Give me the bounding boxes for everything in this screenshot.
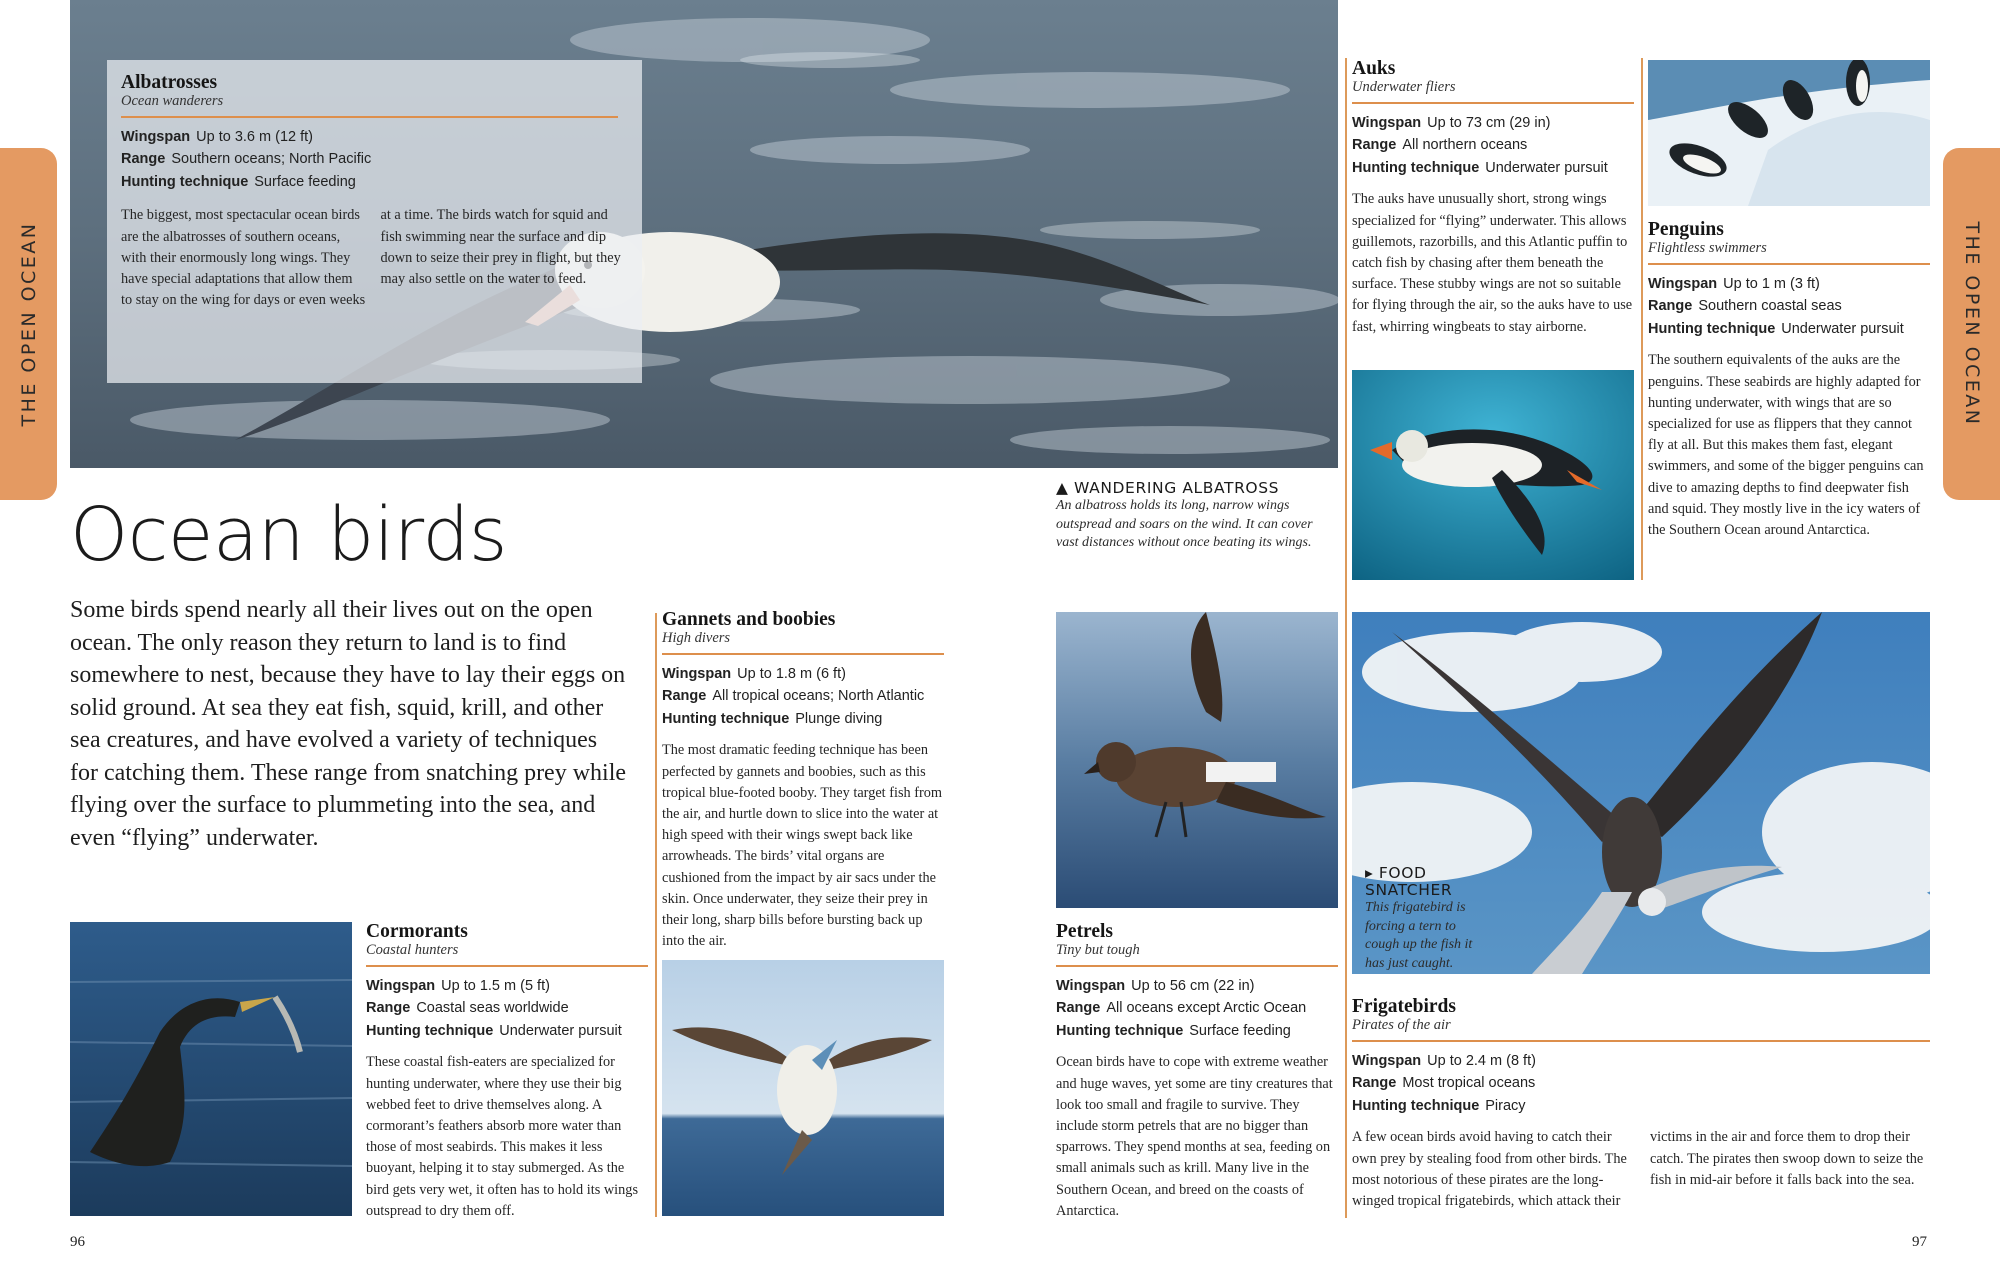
- caption-title: ▲ WANDERING ALBATROSS: [1056, 479, 1280, 497]
- caption-text: This frigatebird is forcing a tern to cough up the fish it has just caught.: [1365, 900, 1473, 971]
- fact-label: Wingspan: [662, 665, 732, 682]
- section-title: Frigatebirds: [1352, 996, 1456, 1017]
- fact-label: Range: [1648, 298, 1693, 315]
- page-title: Ocean birds: [70, 492, 507, 578]
- petrel-photo: [1056, 612, 1338, 908]
- cormorant-photo: [70, 922, 352, 1216]
- wandering-albatross-caption: [1056, 480, 1316, 553]
- booby-photo: [662, 960, 944, 1216]
- section-body: These coastal fish-eaters are specialized for hunting underwater, where they use their big webbed feet to drive themselves along. A cormorant’s feathers absorb more water than those of most seabirds. This makes it less buoyant, helping it to stay submerged. As the bird gets very wet, it often has to hold its wings outspread to dry them off.: [366, 1054, 639, 1219]
- fact-list: [1352, 1050, 1930, 1118]
- fact-label: Range: [121, 151, 166, 168]
- fact-label: Hunting technique: [1648, 320, 1776, 337]
- gannets-section: [662, 609, 944, 952]
- albatrosses-panel: [107, 60, 642, 383]
- fact-label: Hunting technique: [1352, 1097, 1480, 1114]
- food-snatcher-caption: [1365, 865, 1475, 973]
- fact-label: Hunting technique: [121, 173, 249, 190]
- wingspan-value: Up to 2.4 m (8 ft): [1427, 1052, 1536, 1069]
- fact-label: Wingspan: [366, 977, 436, 994]
- fact-label: Wingspan: [1648, 275, 1718, 292]
- range-value: All oceans except Arctic Ocean: [1106, 1000, 1307, 1017]
- penguins-photo: [1648, 60, 1930, 206]
- range-value: Southern oceans; North Pacific: [171, 151, 372, 168]
- section-subtitle: High divers: [662, 630, 731, 647]
- section-title: Penguins: [1648, 219, 1724, 240]
- section-tab-right: [1943, 148, 2000, 500]
- section-title: Gannets and boobies: [662, 609, 836, 630]
- wingspan-value: Up to 3.6 m (12 ft): [196, 128, 314, 145]
- range-value: All northern oceans: [1402, 137, 1528, 154]
- hunting-value: Underwater pursuit: [499, 1022, 622, 1039]
- divider: [1352, 1040, 1930, 1042]
- fact-label: Range: [1352, 1075, 1397, 1092]
- section-tab-left: [0, 148, 57, 500]
- auks-section: [1352, 58, 1634, 338]
- section-body: A few ocean birds avoid having to catch their own prey by stealing food from other birds. The most notorious of these pirates are the long-winged tropical frigatebirds, which attack their victims in the air and force them to drop their catch. The pirates then swoop down to seize the fish in mid-air before it falls back into the sea.: [1352, 1129, 1924, 1209]
- fact-label: Hunting technique: [1352, 159, 1480, 176]
- section-subtitle: Flightless swimmers: [1648, 240, 1767, 257]
- fact-label: Wingspan: [1352, 1052, 1422, 1069]
- column-divider: [1641, 58, 1643, 580]
- caption-title-line2: SNATCHER: [1365, 881, 1453, 900]
- page-number-right: 97: [1912, 1234, 1927, 1250]
- wingspan-value: Up to 56 cm (22 in): [1131, 977, 1255, 994]
- section-body: The auks have unusually short, strong wings specialized for “flying” underwater. This allows guillemots, razorbills, and this Atlantic puffin to catch fish by chasing after them beneath the surface. These stubby wings are not so suitable for flying through the air, so the auks have to use fast, whirring wingbeats to stay airborne.: [1352, 191, 1633, 335]
- frigatebirds-section: [1352, 996, 1930, 1219]
- range-value: Southern coastal seas: [1698, 298, 1842, 315]
- fact-label: Wingspan: [121, 128, 191, 145]
- section-tab-label: THE OPEN OCEAN: [17, 221, 40, 427]
- section-body: The biggest, most spectacular ocean birds are the albatrosses of southern oceans, with their enormously long wings. They have special adaptations that allow them to stay on the wing for days or even weeks at a time. The birds watch for squid and fish swimming near the surface and dip down to seize their prey in flight, but they may also settle on the water to feed.: [121, 207, 621, 309]
- section-tab-label: THE OPEN OCEAN: [1960, 221, 1983, 427]
- fact-list: [1056, 975, 1338, 1043]
- wingspan-value: Up to 1.8 m (6 ft): [737, 665, 846, 682]
- fact-label: Hunting technique: [1056, 1022, 1184, 1039]
- divider: [1648, 263, 1930, 265]
- section-subtitle: Coastal hunters: [366, 942, 459, 959]
- fact-label: Wingspan: [1352, 114, 1422, 131]
- divider: [662, 653, 944, 655]
- section-title: Cormorants: [366, 921, 468, 942]
- divider: [1056, 965, 1338, 967]
- hunting-value: Plunge diving: [795, 710, 883, 727]
- fact-label: Range: [662, 688, 707, 705]
- section-subtitle: Tiny but tough: [1056, 942, 1140, 959]
- column-divider: [655, 613, 657, 1217]
- section-body: The southern equivalents of the auks are the penguins. These seabirds are highly adapted for hunting underwater, with wings that are so specialized for use as flippers that they cannot fly at all. But this makes them fast, elegant swimmers, and some of the bigger penguins can dive to amazing depths to find deepwater fish and squid. They mostly live in the icy waters of the Southern Ocean around Antarctica.: [1648, 352, 1924, 538]
- fact-label: Range: [1056, 1000, 1101, 1017]
- fact-label: Range: [1352, 137, 1397, 154]
- section-body: The most dramatic feeding technique has been perfected by gannets and boobies, such as this tropical blue-footed booby. They target fish from the air, and hurtle down to slice into the water at high speed with their wings swept back like arrowheads. The birds’ vital organs are cushioned from the impact by air sacs under the skin. Once underwater, they seize their prey in their long, sharp bills before bursting back up into the air.: [662, 742, 943, 950]
- fact-list: [1648, 273, 1930, 341]
- intro-paragraph: Some birds spend nearly all their lives out on the open ocean. The only reason they return to land is to find somewhere to nest, because they have to lay their eggs on solid ground. At sea they eat fish, squid, krill, and other sea creatures, and have evolved a variety of techniques for catching them. These range from snatching prey while flying over the surface to plummeting into the sea, and even “flying” underwater.: [70, 597, 627, 851]
- fact-list: [1352, 112, 1634, 180]
- fact-list: [662, 663, 944, 731]
- range-value: All tropical oceans; North Atlantic: [712, 688, 925, 705]
- range-value: Coastal seas worldwide: [416, 1000, 569, 1017]
- hunting-value: Piracy: [1485, 1097, 1526, 1114]
- wingspan-value: Up to 1.5 m (5 ft): [441, 977, 550, 994]
- fact-list: [366, 975, 648, 1043]
- caption-text: An albatross holds its long, narrow wings outspread and soars on the wind. It can cover vast distances without once beating its wings.: [1056, 498, 1313, 551]
- fact-label: Wingspan: [1056, 977, 1126, 994]
- divider: [121, 116, 618, 118]
- caption-title: ▸ FOOD: [1365, 864, 1427, 882]
- section-title: Albatrosses: [121, 72, 218, 93]
- column-divider: [1345, 58, 1347, 1218]
- hunting-value: Surface feeding: [1189, 1022, 1291, 1039]
- wingspan-value: Up to 1 m (3 ft): [1723, 275, 1820, 292]
- puffin-photo: [1352, 370, 1634, 580]
- section-title: Auks: [1352, 58, 1396, 79]
- section-body: Ocean birds have to cope with extreme weather and huge waves, yet some are tiny creatures that look too small and fragile to survive. They include storm petrels that are no bigger than sparrows. They spend months at sea, feeding on small animals such as krill. Many live in the Southern Ocean, and breed on the coasts of Antarctica.: [1056, 1054, 1333, 1219]
- fact-label: Hunting technique: [662, 710, 790, 727]
- section-subtitle: Ocean wanderers: [121, 93, 224, 110]
- cormorants-section: [366, 921, 648, 1222]
- petrels-section: [1056, 921, 1338, 1222]
- fact-label: Hunting technique: [366, 1022, 494, 1039]
- divider: [1352, 102, 1634, 104]
- hunting-value: Underwater pursuit: [1781, 320, 1904, 337]
- section-subtitle: Underwater fliers: [1352, 79, 1456, 96]
- page-number-left: 96: [70, 1234, 85, 1250]
- wingspan-value: Up to 73 cm (29 in): [1427, 114, 1551, 131]
- hunting-value: Underwater pursuit: [1485, 159, 1608, 176]
- divider: [366, 965, 648, 967]
- hunting-value: Surface feeding: [254, 173, 356, 190]
- fact-list: [121, 126, 628, 194]
- penguins-section: [1648, 219, 1930, 541]
- section-title: Petrels: [1056, 921, 1114, 942]
- section-subtitle: Pirates of the air: [1352, 1017, 1451, 1034]
- fact-label: Range: [366, 1000, 411, 1017]
- range-value: Most tropical oceans: [1402, 1075, 1536, 1092]
